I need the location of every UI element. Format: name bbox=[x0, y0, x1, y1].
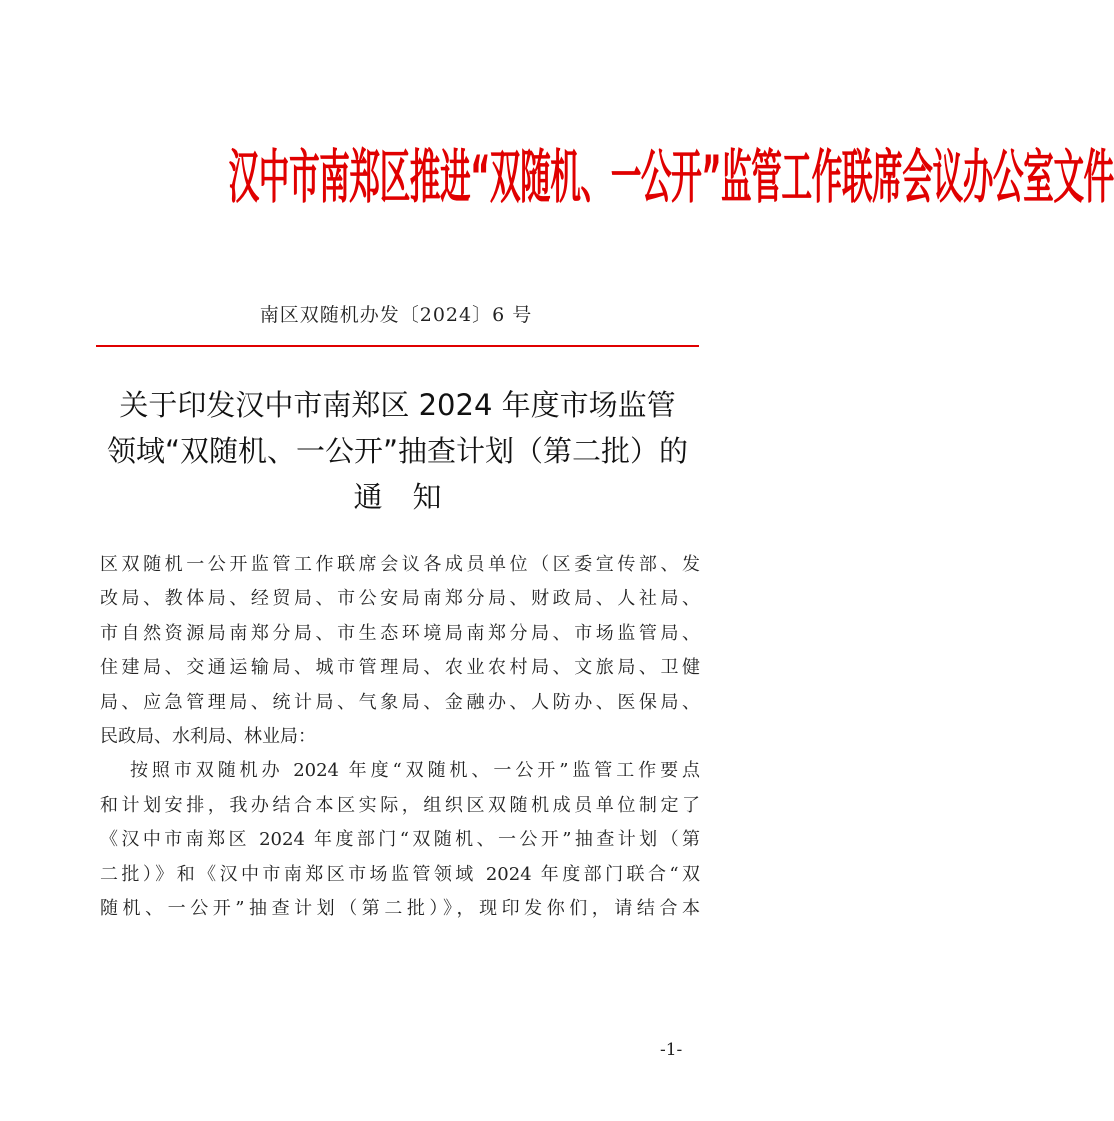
paragraph-line: 二批）》和《汉中市南郑区市场监管领域 2024 年度部门联合“双 bbox=[100, 863, 700, 885]
addressee-line: 改局、教体局、经贸局、市公安局南郑分局、财政局、人社局、 bbox=[100, 588, 700, 610]
paragraph-line: 《汉中市南郑区 2024 年度部门“双随机、一公开”抽查计划（第 bbox=[100, 829, 700, 851]
addressee-line: 住建局、交通运输局、城市管理局、农业农村局、文旅局、卫健 bbox=[100, 657, 700, 679]
notice-title-line-3: 通知 bbox=[353, 480, 472, 514]
addressee-line: 区双随机一公开监管工作联席会议各成员单位（区委宣传部、发 bbox=[100, 554, 700, 575]
document-body bbox=[100, 548, 700, 926]
addressee-line: 民政局、水利局、林业局： bbox=[100, 726, 316, 748]
issuing-office-header: 汉中市南郑区推进“双随机、一公开”监管工作联席会议办公室文件 bbox=[228, 143, 1114, 211]
red-divider-line bbox=[96, 345, 699, 347]
addressee-line: 局、应急管理局、统计局、气象局、金融办、人防办、医保局、 bbox=[100, 691, 700, 713]
notice-title-line-2: 领域“双随机、一公开”抽查计划（第二批）的 bbox=[106, 434, 689, 468]
paragraph-line: 和计划安排，我办结合本区实际，组织区双随机成员单位制定了 bbox=[100, 794, 700, 816]
notice-title-line-1: 关于印发汉中市南郑区 2024 年度市场监管 bbox=[119, 388, 676, 422]
page-number: -1- bbox=[660, 1040, 683, 1060]
document-number: 南区双随机办发〔2024〕6 号 bbox=[259, 304, 533, 326]
paragraph-line: 按照市双随机办 2024 年度“双随机、一公开”监管工作要点 bbox=[130, 760, 700, 782]
paragraph-line: 随机、一公开”抽查计划（第二批）》，现印发你们，请结合本 bbox=[100, 898, 700, 920]
addressee-line: 市自然资源局南郑分局、市生态环境局南郑分局、市场监管局、 bbox=[100, 622, 700, 644]
notice-title bbox=[96, 382, 699, 520]
